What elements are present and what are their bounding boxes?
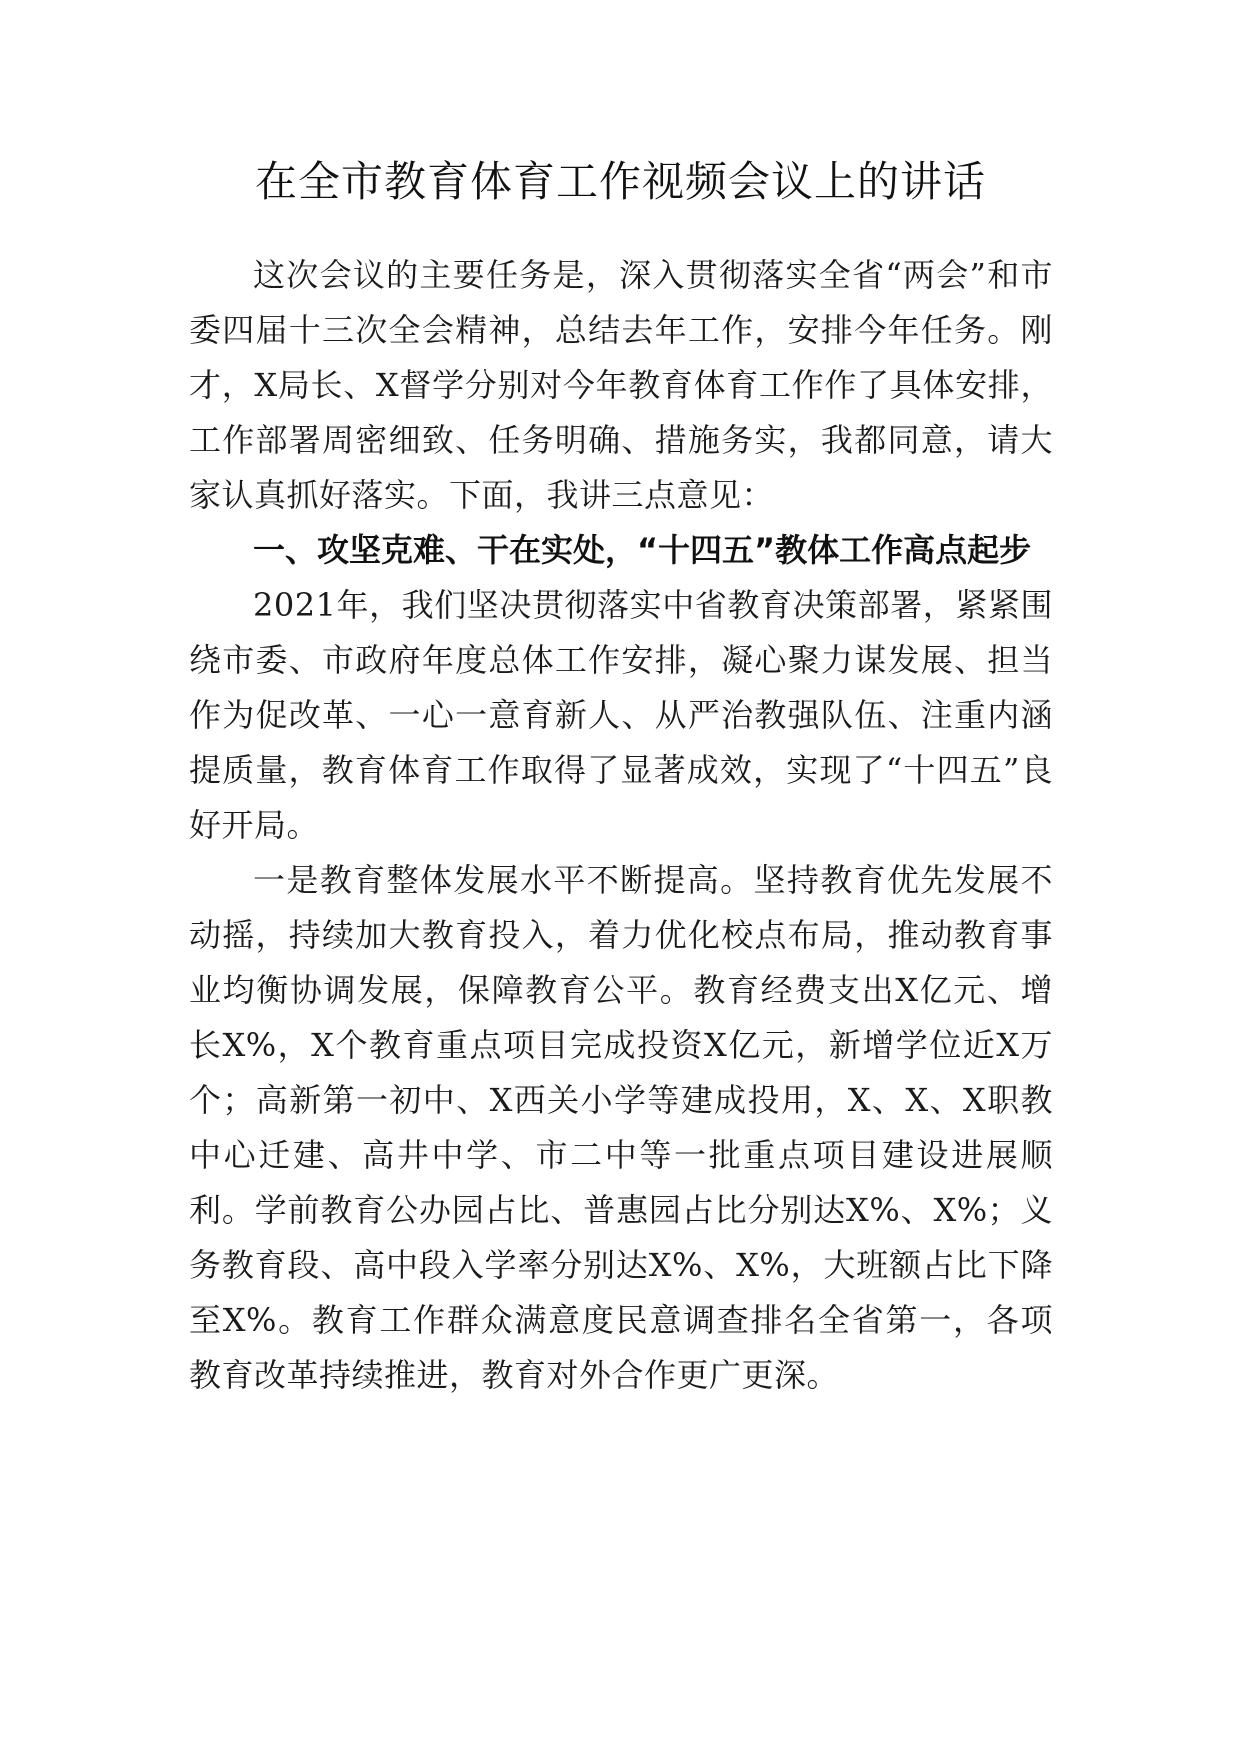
paragraph-point-one: 一是教育整体发展水平不断提高。坚持教育优先发展不动摇，持续加大教育投入，着力优化校点布局，推动教育事业均衡协调发展，保障教育公平。教育经费支出X亿元、增长X%，X个教育重点项目完成投资X亿元，新增学位近X万个；高新第一初中、X西关小学等建成投用，X、X、X职教中心迁建、高井中学、市二中等一批重点项目建设进展顺利。学前教育公办园占比、普惠园占比分别达X%、X%；义务教育段、高中段入学率分别达X%、X%，大班额占比下降至X%。教育工作群众满意度民意调查排名全省第一，各项教育改革持续推进，教育对外合作更广更深。	[189, 861, 1053, 1394]
document-title: 在全市教育体育工作视频会议上的讲话	[254, 157, 986, 206]
paragraph-intro: 这次会议的主要任务是，深入贯彻落实全省“两会”和市委四届十三次全会精神，总结去年工作，安排今年任务。刚才，X局长、X督学分别对今年教育体育工作作了具体安排，工作部署周密细致、任务明确、措施务实，我都同意，请大家认真抓好落实。下面，我讲三点意见：	[189, 256, 1053, 514]
document-body	[189, 248, 1053, 1403]
paragraph-2021-summary: 2021年，我们坚决贯彻落实中省教育决策部署，紧紧围绕市委、市政府年度总体工作安排，凝心聚力谋发展、担当作为促改革、一心一意育新人、从严治教强队伍、注重内涵提质量，教育体育工作取得了显著成效，实现了“十四五”良好开局。	[189, 586, 1053, 844]
section-heading-1: 一、攻坚克难、干在实处，“十四五”教体工作高点起步	[253, 531, 1032, 569]
